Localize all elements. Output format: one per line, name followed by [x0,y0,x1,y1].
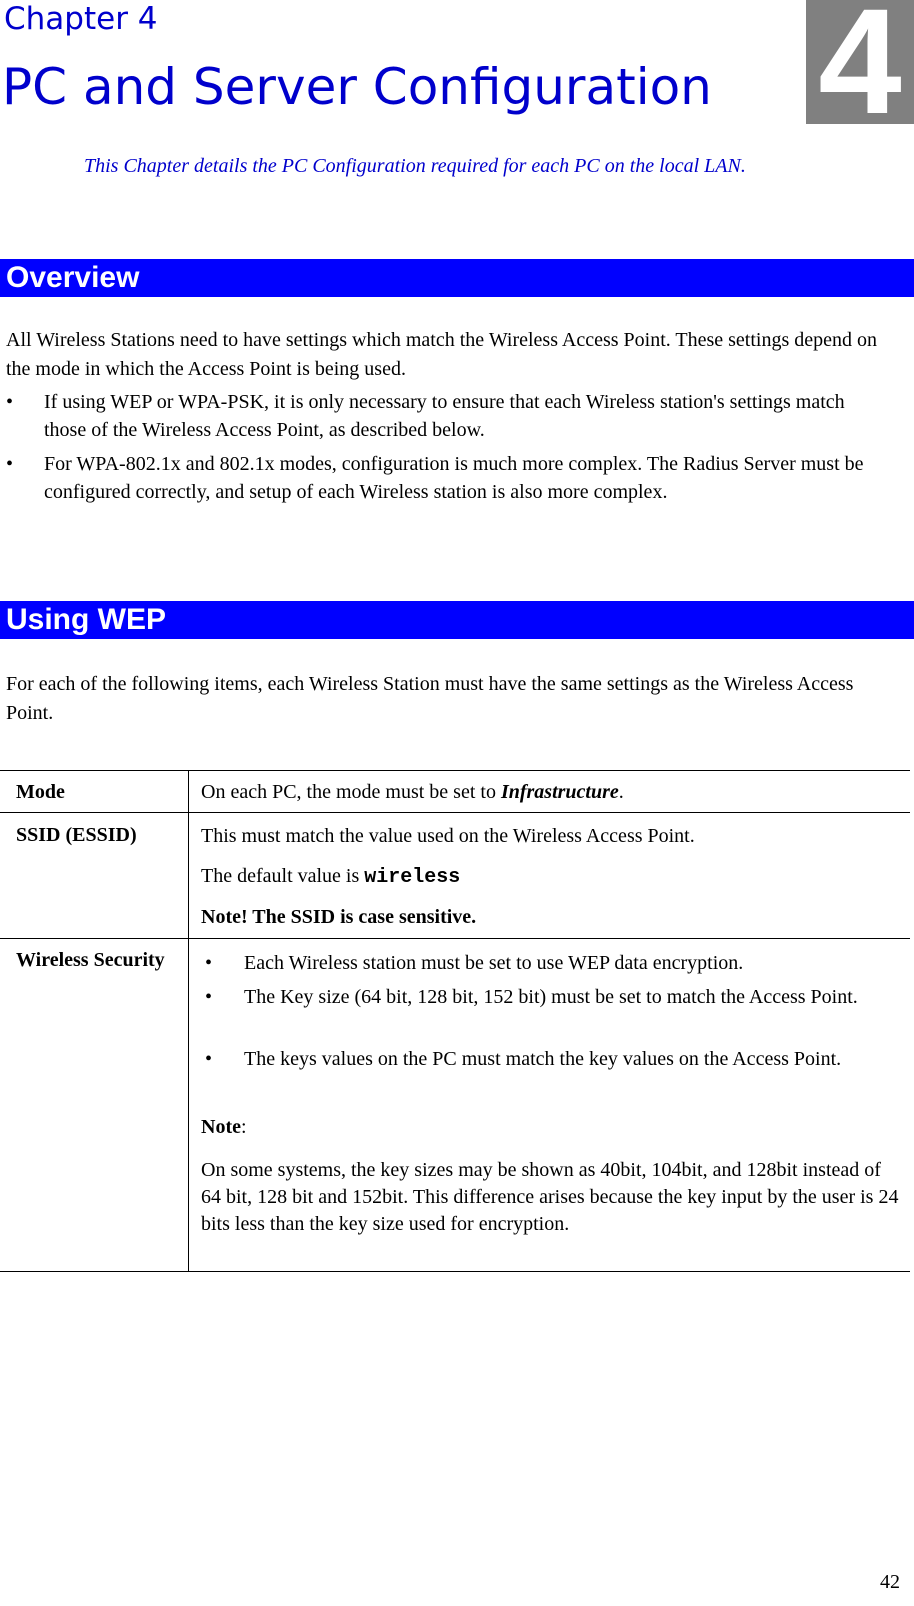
security-note-heading: Note [201,1116,241,1138]
ssid-default-value: wireless [364,866,461,889]
list-item-text: If using WEP or WPA-PSK, it is only necessary to ensure that each Wireless station's settings match those of the Wireless Access Point, as described below. [44,391,845,441]
ssid-label: SSID (ESSID) [16,824,137,846]
chapter-number-box [806,0,914,124]
list-item-text: The Key size (64 bit, 128 bit, 152 bit) must be set to match the Access Point. [244,986,858,1008]
security-note-text: On some systems, the key sizes may be shown as 40bit, 104bit, and 128bit instead of 64 bit, 128 bit and 152bit. This difference arises because the key input by the user is 24 bits less than the key size used for encryption. [201,1159,899,1235]
chapter-number: 4 [818,0,902,124]
mode-value: Infrastructure [500,781,619,803]
mode-text [201,778,901,806]
ssid-default-prefix: The default value is [201,865,365,887]
list-item-text: For WPA-802.1x and 802.1x modes, configuration is much more complex. The Radius Server must be configured correctly, and setup of each Wireless station is also more complex. [44,453,864,503]
chapter-label: Chapter 4 [4,1,158,37]
wireless-security-label: Wireless Security [16,949,165,971]
ssid-default [201,862,901,892]
using-wep-heading: Using WEP [6,603,167,636]
ssid-note: Note! The SSID is case sensitive. [201,906,477,928]
overview-heading: Overview [6,261,140,294]
bullet-icon: • [205,1048,213,1070]
list-item-text: Each Wireless station must be set to use WEP data encryption. [244,952,744,974]
page-title: PC and Server Configuration [2,58,712,116]
ssid-description: This must match the value used on the Wireless Access Point. [201,825,695,847]
bullet-icon: • [6,391,14,413]
using-wep-heading-bar [0,601,914,639]
table-rule [0,770,910,771]
mode-text-prefix: On each PC, the mode must be set to [201,781,501,803]
security-note-colon: : [240,1116,247,1138]
chapter-intro: This Chapter details the PC Configuration required for each PC on the local LAN. [84,155,746,177]
table-rule [0,1271,910,1272]
overview-heading-bar [0,259,914,297]
table-rule [0,938,910,939]
using-wep-paragraph: For each of the following items, each Wireless Station must have the same settings as the Wireless Access Point. [6,673,854,724]
bullet-icon: • [205,986,213,1008]
security-note-label [201,1113,901,1141]
overview-paragraph: All Wireless Stations need to have settings which match the Wireless Access Point. These settings depend on the mode in which the Access Point is being used. [6,329,878,380]
page-number: 42 [880,1571,900,1593]
list-item-text: The keys values on the PC must match the key values on the Access Point. [244,1048,842,1070]
bullet-icon: • [6,453,14,475]
table-column-divider [188,770,189,1272]
mode-text-suffix: . [618,781,624,803]
bullet-icon: • [205,952,213,974]
table-rule [0,812,910,813]
mode-label: Mode [16,781,65,803]
